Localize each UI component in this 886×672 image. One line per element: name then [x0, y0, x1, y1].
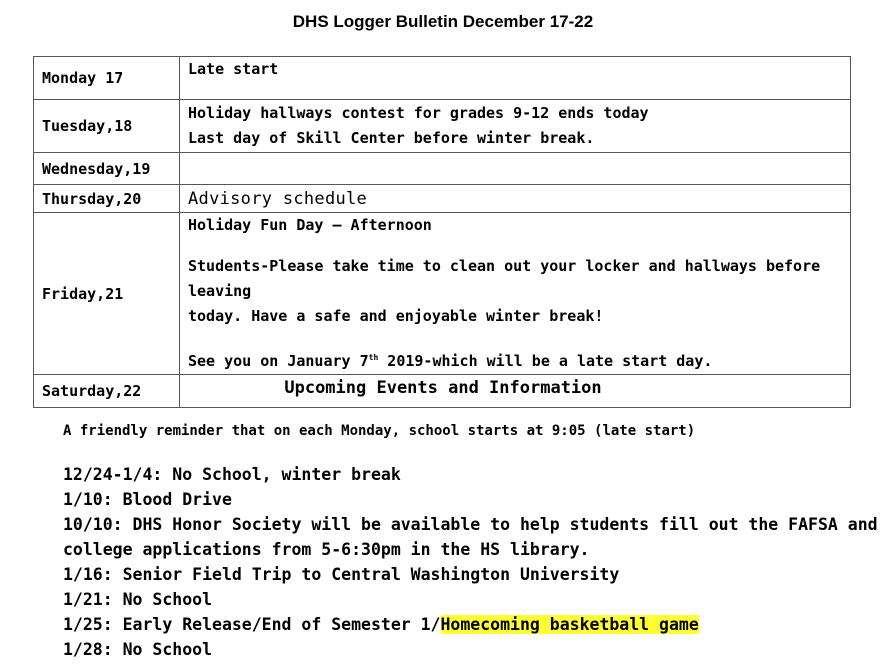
list-item: 1/21: No School: [63, 590, 213, 609]
day-cell-monday: Monday 17: [34, 57, 180, 100]
list-item: 1/10: Blood Drive: [63, 490, 232, 509]
event-text: Holiday Fun Day – Afternoon: [188, 216, 432, 234]
table-row: [34, 57, 851, 100]
upcoming-events-list: [63, 462, 878, 662]
event-text: Holiday hallways contest for grades 9-12 ends today: [188, 104, 649, 122]
weekly-schedule-table: [33, 56, 851, 408]
event-cell-tuesday: [180, 100, 851, 153]
list-item: 1/16: Senior Field Trip to Central Washington University: [63, 565, 620, 584]
event-text: Students-Please take time to clean out your locker and hallways before leaving: [188, 257, 821, 300]
event-text: Advisory schedule: [188, 188, 368, 209]
event-cell-thursday: [180, 185, 851, 213]
day-cell-tuesday: Tuesday,18: [34, 100, 180, 153]
monday-reminder: A friendly reminder that on each Monday, school starts at 9:05 (late start): [63, 423, 696, 439]
table-row: [34, 100, 851, 153]
list-item: 12/24-1/4: No School, winter break: [63, 465, 401, 484]
day-cell-saturday: Saturday,22: [34, 375, 180, 408]
bulletin-title: DHS Logger Bulletin December 17-22: [292, 12, 594, 31]
event-cell-friday: [180, 213, 851, 375]
day-cell-wednesday: Wednesday,19: [34, 153, 180, 185]
table-row: [34, 153, 851, 185]
event-text: today. Have a safe and enjoyable winter break!: [188, 307, 604, 325]
list-item: 1/28: No School: [63, 640, 213, 659]
list-item: 1/25: Early Release/End of Semester 1/Homecoming basketball game: [63, 615, 699, 634]
event-text: Late start: [188, 60, 279, 78]
event-text: Last day of Skill Center before winter break.: [188, 129, 595, 147]
highlighted-text: Homecoming basketball game: [440, 615, 699, 634]
list-item: 10/10: DHS Honor Society will be available to help students fill out the FAFSA and: [63, 515, 878, 534]
event-cell-wednesday: [180, 153, 851, 185]
day-cell-thursday: Thursday,20: [34, 185, 180, 213]
day-cell-friday: Friday,21: [34, 213, 180, 375]
event-cell-monday: [180, 57, 851, 100]
event-text: See you on January 7th 2019-which will be a late start day.: [188, 352, 713, 370]
list-item: college applications from 5-6:30pm in the HS library.: [63, 540, 590, 559]
table-row: [34, 213, 851, 375]
table-row: [34, 185, 851, 213]
upcoming-heading: Upcoming Events and Information: [284, 378, 602, 398]
